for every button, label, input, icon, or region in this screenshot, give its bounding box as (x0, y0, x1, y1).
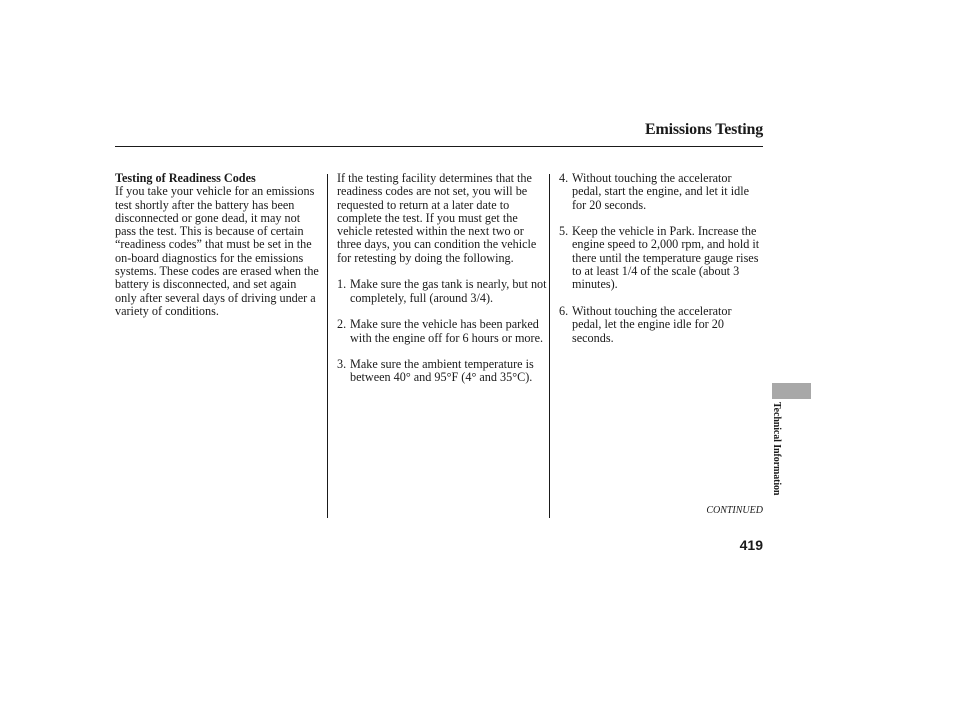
step-item-5 (559, 225, 764, 291)
column-divider-1 (327, 174, 328, 518)
step-text: Keep the vehicle in Park. Increase the engine speed to 2,000 rpm, and hold it there until the temperature gauge rises to at least 1/4 of the scale (about 3 minutes). (572, 224, 760, 292)
step-number: 6. (559, 303, 569, 318)
page-title: Emissions Testing (645, 121, 763, 138)
section-tab (772, 383, 811, 399)
column-divider-2 (549, 174, 550, 518)
step-text: Make sure the vehicle has been parked with the engine off for 6 hours or more. (350, 317, 544, 345)
retesting-intro-paragraph: If the testing facility determines that the readiness codes are not set, you will be requested to return at a later date to complete the test. If you must get the vehicle retested within the next two or three days, you can condition the vehicle for retesting by doing the following. (337, 171, 537, 265)
step-number: 3. (337, 357, 347, 372)
step-text: Make sure the ambient temperature is between 40° and 95°F (4° and 35°C). (350, 357, 534, 385)
step-number: 1. (337, 277, 347, 292)
section-heading: Testing of Readiness Codes (115, 171, 256, 185)
step-item-1 (337, 278, 547, 305)
step-item-2 (337, 318, 547, 345)
column-readiness-codes (115, 172, 320, 318)
step-number: 4. (559, 171, 569, 185)
step-text: Without touching the accelerator pedal, let the engine idle for 20 seconds. (572, 303, 732, 345)
step-item-3 (337, 358, 547, 385)
step-number: 5. (559, 224, 569, 239)
column-engine-steps (559, 172, 764, 358)
page-number: 419 (739, 537, 763, 553)
column-retesting (337, 172, 547, 398)
step-item-4 (559, 172, 764, 212)
section-label: Technical Information (771, 402, 782, 496)
step-text: Without touching the accelerator pedal, start the engine, and let it idle for 20 seconds. (572, 171, 749, 212)
title-divider (115, 146, 763, 147)
step-text: Make sure the gas tank is nearly, but not completely, full (around 3/4). (350, 277, 547, 305)
continued-label: CONTINUED (706, 505, 763, 516)
step-number: 2. (337, 317, 347, 332)
step-item-6 (559, 305, 764, 345)
readiness-codes-paragraph: If you take your vehicle for an emissions test shortly after the battery has been disconnected or gone dead, it may not pass the test. This is because of certain “readiness codes” that must be set in the on-board diagnostics for the emissions systems. These codes are erased when the battery is disconnected, and set again only after several days of driving under a variety of conditions. (115, 184, 319, 318)
